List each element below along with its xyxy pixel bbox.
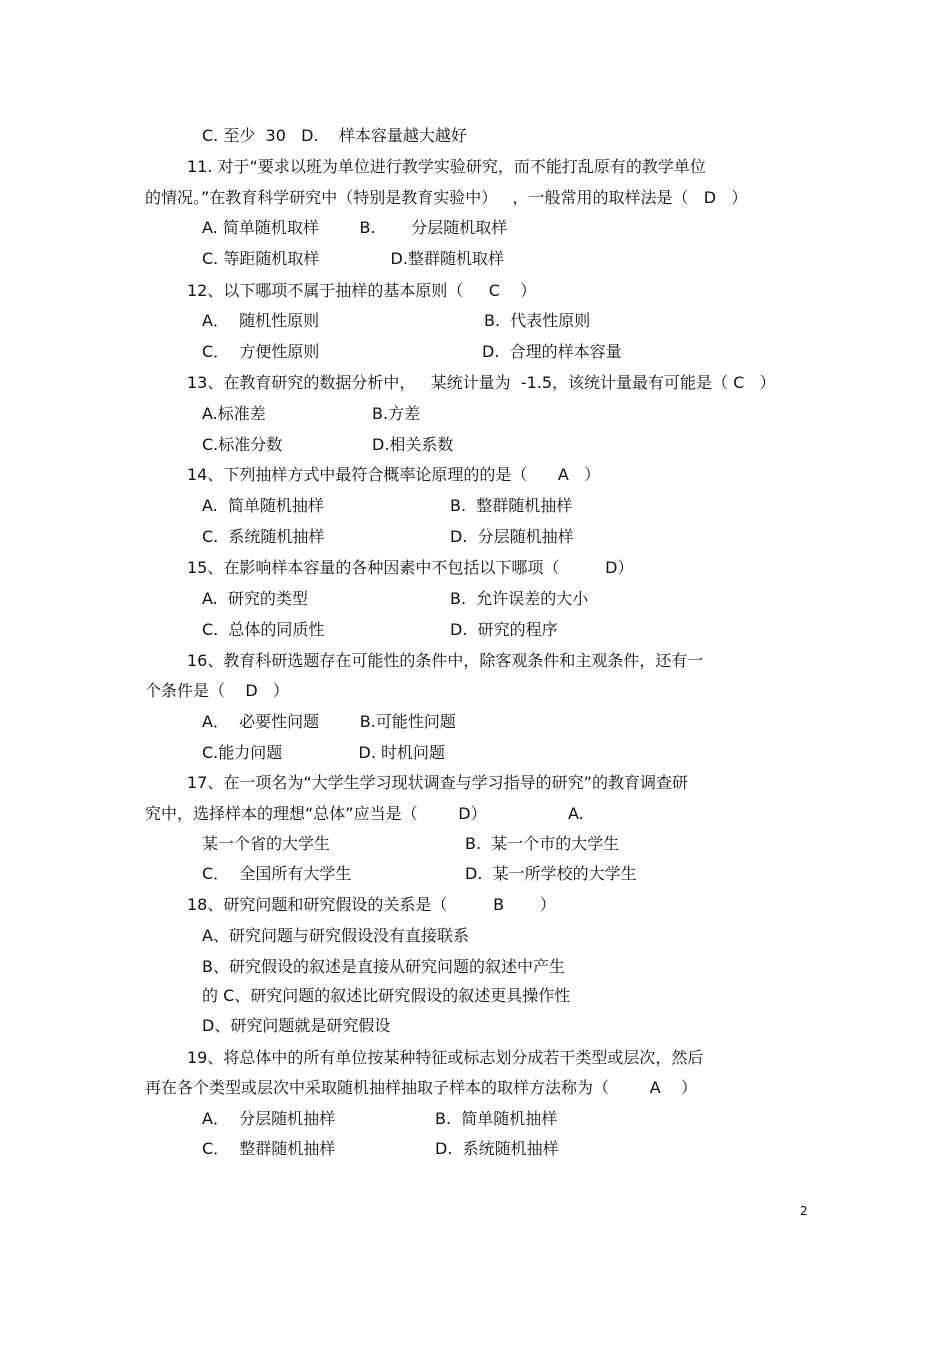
line-29: 的 C、研究问题的叙述比研究假设的叙述更具操作性 xyxy=(202,986,571,1005)
line-22: 17、在一项名为“大学生学习现状调查与学习指导的研究”的教育调查研 xyxy=(187,773,688,792)
page-number: 2 xyxy=(800,1204,808,1218)
line-34b: D. 系统随机抽样 xyxy=(435,1139,559,1158)
line-25a: C． 全国所有大学生 xyxy=(202,864,352,883)
line-23: 究中，选择样本的理想“总体”应当是（ D） A. xyxy=(145,804,584,823)
line-30: D、研究问题就是研究假设 xyxy=(202,1016,391,1035)
line-14a: C. 系统随机抽样 xyxy=(202,527,325,546)
line-33b: B. 简单随机抽样 xyxy=(435,1109,558,1128)
line-11a: C.标准分数 xyxy=(202,435,283,454)
line-32: 再在各个类型或层次中采取随机抽样抽取子样本的取样方法称为（ A ） xyxy=(145,1078,697,1097)
line-8a: C． 方便性原则 xyxy=(202,342,320,361)
line-4: A. 简单随机取样 B. 分层随机取样 xyxy=(202,218,508,237)
line-18: 16、教育科研选题存在可能性的条件中，除客观条件和主观条件，还有一 xyxy=(187,651,704,670)
line-2: 11. 对于“要求以班为单位进行教学实验研究，而不能打乱原有的教学单位 xyxy=(187,157,706,176)
line-20: A． 必要性问题 B.可能性问题 xyxy=(202,712,456,731)
line-14b: D. 分层随机抽样 xyxy=(450,527,574,546)
line-7a: A． 随机性原则 xyxy=(202,311,320,330)
line-7b: B. 代表性原则 xyxy=(484,311,591,330)
line-15: 15、在影响样本容量的各种因素中不包括以下哪项（ D） xyxy=(187,558,634,577)
line-12: 14、下列抽样方式中最符合概率论原理的的是（ A ） xyxy=(187,465,601,484)
line-9: 13、在教育研究的数据分析中， 某统计量为 -1.5，该统计量最有可能是（ C ） xyxy=(187,373,776,392)
line-17b: D. 研究的程序 xyxy=(450,620,558,639)
line-5: C. 等距随机取样 D.整群随机取样 xyxy=(202,249,504,268)
line-16a: A. 研究的类型 xyxy=(202,589,308,608)
line-3: 的情况。”在教育科学研究中（特别是教育实验中） ，一般常用的取样法是（ D ） xyxy=(145,188,748,207)
line-24b: B. 某一个市的大学生 xyxy=(465,834,620,853)
line-34a: C． 整群随机抽样 xyxy=(202,1139,336,1158)
line-25b: D. 某一所学校的大学生 xyxy=(465,864,637,883)
line-8b: D. 合理的样本容量 xyxy=(482,342,622,361)
line-28: B、研究假设的叙述是直接从研究问题的叙述中产生 xyxy=(202,957,565,976)
line-33a: A． 分层随机抽样 xyxy=(202,1109,336,1128)
line-10b: B.方差 xyxy=(372,404,421,423)
line-26: 18、研究问题和研究假设的关系是（ B ） xyxy=(187,895,556,914)
line-13b: B. 整群随机抽样 xyxy=(450,496,573,515)
line-10a: A.标准差 xyxy=(202,404,266,423)
line-21: C.能力问题 D. 时机问题 xyxy=(202,743,446,762)
line-13a: A. 简单随机抽样 xyxy=(202,496,324,515)
line-31: 19、将总体中的所有单位按某种特征或标志划分成若干类型或层次，然后 xyxy=(187,1048,704,1067)
line-1: C. 至少 30 D. 样本容量越大越好 xyxy=(202,126,467,145)
line-24a: 某一个省的大学生 xyxy=(202,834,331,853)
line-11b: D.相关系数 xyxy=(372,435,454,454)
line-16b: B. 允许误差的大小 xyxy=(450,589,589,608)
line-19: 个条件是（ D ） xyxy=(145,681,289,700)
line-17a: C. 总体的同质性 xyxy=(202,620,325,639)
line-6: 12、以下哪项不属于抽样的基本原则（ C ） xyxy=(187,281,537,300)
line-27: A、研究问题与研究假设没有直接联系 xyxy=(202,926,469,945)
